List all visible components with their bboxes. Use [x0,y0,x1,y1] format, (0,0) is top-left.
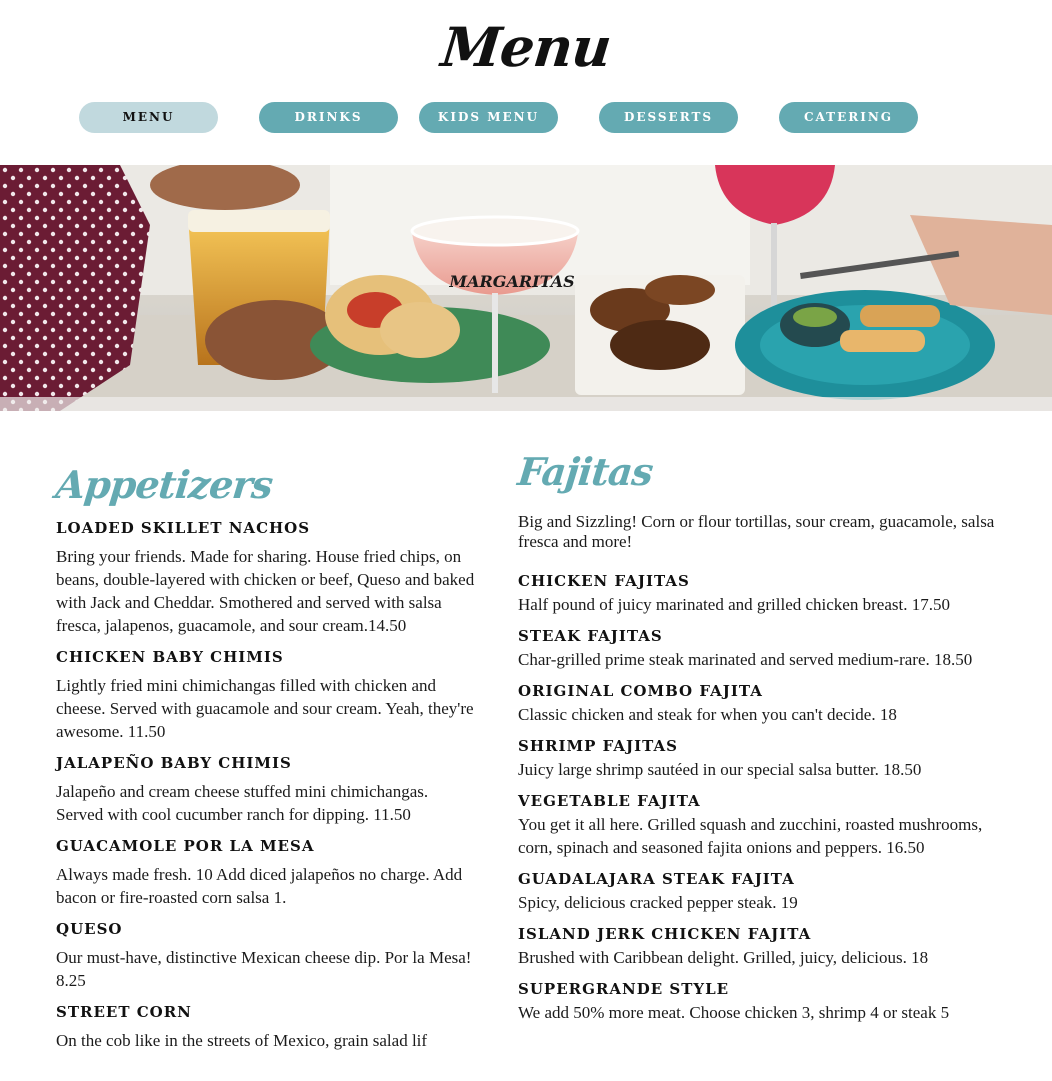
menu-item-name: JALAPEÑO BABY CHIMIS [56,754,292,772]
nav-button-drinks[interactable]: DRINKS [259,102,398,133]
menu-item-name: QUESO [56,920,123,938]
nav-button-desserts[interactable]: DESSERTS [599,102,738,133]
menu-item-description: Brushed with Caribbean delight. Grilled, juicy, delicious. 18 [518,948,929,967]
menu-item-description: Juicy large shrimp sautéed in our special salsa butter. 18.50 [518,760,922,779]
menu-item-description: Classic chicken and steak for when you can't decide. 18 [518,705,897,724]
menu-item-name: STREET CORN [56,1003,192,1021]
menu-item-name: VEGETABLE FAJITA [518,792,701,810]
menu-item-name: SUPERGRANDE STYLE [518,980,730,998]
menu-item-description: On the cob like in the streets of Mexico, grain salad lif [56,1031,428,1050]
menu-item-name: CHICKEN BABY CHIMIS [56,648,284,666]
menu-item-description: Always made fresh. 10 Add diced jalapeños no charge. Add bacon or fire-roasted corn salsa 1. [56,865,463,907]
menu-item-description: Jalapeño and cream cheese stuffed mini chimichangas. Served with cool cucumber ranch for dipping. 11.50 [56,782,429,824]
menu-item-description: Lightly fried mini chimichangas filled with chicken and cheese. Served with guacamole and sour cream. Yeah, they're awesome. 11.50 [56,676,474,741]
margaritas-glass-logo: MARGARITAS [449,272,575,291]
appetizers-heading: Appetizers [53,462,275,507]
menu-item-name: GUACAMOLE POR LA MESA [56,837,315,855]
menu-item-description: Bring your friends. Made for sharing. House fried chips, on beans, double-layered with chicken or beef, Queso and baked with Jack and Cheddar. Smothered and served with salsa fresca, jalapenos, guacamole, and sour cream.14.50 [56,547,475,635]
appetizers-section [53,440,476,1062]
menu-item-description: We add 50% more meat. Choose chicken 3, shrimp 4 or steak 5 [518,1003,950,1022]
hero-food-photo [0,165,1052,411]
menu-item-description: You get it all here. Grilled squash and zucchini, roasted mushrooms, corn, spinach and seasoned fajita onions and peppers. 16.50 [518,815,983,857]
menu-item-name: ISLAND JERK CHICKEN FAJITA [518,925,812,943]
nav-button-catering[interactable]: CATERING [779,102,918,133]
fajitas-heading: Fajitas [515,449,655,494]
menu-item-name: LOADED SKILLET NACHOS [56,519,311,537]
menu-item-description: Spicy, delicious cracked pepper steak. 19 [518,893,798,912]
menu-item-name: SHRIMP FAJITAS [518,737,678,755]
menu-item-name: CHICKEN FAJITAS [518,572,690,590]
menu-item-name: ORIGINAL COMBO FAJITA [518,682,763,700]
fajitas-section [515,440,1018,1034]
menu-item-description: Half pound of juicy marinated and grilled chicken breast. 17.50 [518,595,950,614]
menu-item-description: Our must-have, distinctive Mexican cheese dip. Por la Mesa! 8.25 [56,948,472,990]
menu-nav [0,102,1052,133]
fajitas-intro: Big and Sizzling! Corn or flour tortillas, sour cream, guacamole, salsa fresca and more! [518,512,995,551]
page-title: Menu [438,15,614,79]
nav-button-kids-menu[interactable]: KIDS MENU [419,102,558,133]
menu-item-name: GUADALAJARA STEAK FAJITA [518,870,795,888]
menu-item-description: Char-grilled prime steak marinated and served medium-rare. 18.50 [518,650,973,669]
menu-item-name: STEAK FAJITAS [518,627,663,645]
nav-button-menu[interactable]: MENU [79,102,218,133]
